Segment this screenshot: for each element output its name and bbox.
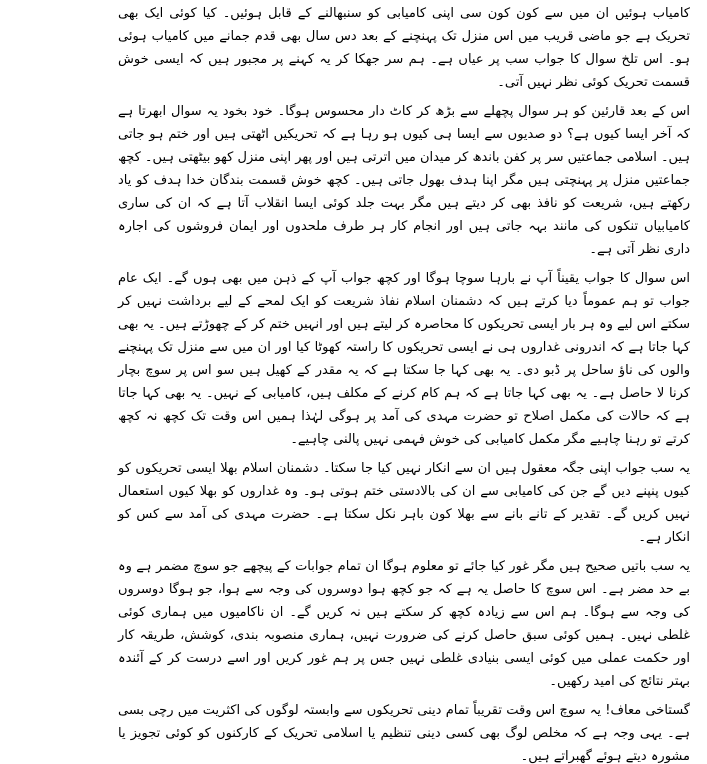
paragraph-1: کامیاب ہوئیں ان میں سے کون کون سی اپنی کامیابی کو سنبھالنے کے قابل ہوئیں۔ کیا کوئی ایک بھی تحریک ہے جو ماضی قریب میں اس منزل تک پہنچنے کے بعد دس سال بھی قدم جمانے میں کامیاب ہوئی ہو۔ اس تلخ سوال کا جواب سب پر عیاں ہے۔ ہم سر جھکا کر یہ کہنے پر مجبور ہیں کہ ایسی خوش قسمت تحریک کوئی نظر نہیں آتی۔ [118,6,690,90]
paragraph-3: اس سوال کا جواب یقیناً آپ نے بارہا سوچا ہوگا اور کچھ جواب آپ کے ذہن میں بھی ہوں گے۔ ایک عام جواب تو ہم عموماً دیا کرتے ہیں کہ دشمنان اسلام نفاذ شریعت کو ایک لمحے کے لیے برداشت نہیں کر سکتے اس لیے وہ ہر بار ایسی تحریکوں کا محاصرہ کر لیتے ہیں اور انہیں ختم کر کے چھوڑتے ہیں۔ یہ بھی کہا جاتا ہے کہ اندرونی غداروں ہی نے ایسی تحریکوں کا راستہ کھوٹا کیا اور ان میں سے منزل تک پہنچنے والوں کی ناؤ ساحل پر ڈبو دی۔ یہ بھی کہا جا سکتا ہے کہ یہ مقدر کے کھیل ہیں سو اس پر سوچ بچار کرنا لا حاصل ہے۔ یہ بھی کہا جاتا ہے کہ ہم کام کرنے کے مکلف ہیں، کامیابی کے نہیں۔ یہ بھی کہا جاتا ہے کہ حالات کی مکمل اصلاح تو حضرت مہدی کی آمد پر ہوگی لہٰذا ہمیں اس وقت تک کچھ نہ کچھ کرتے تو رہنا چاہیے مگر مکمل کامیابی کی خوش فہمی نہیں پالنی چاہیے۔ [118,271,690,447]
paragraph-5: یہ سب باتیں صحیح ہیں مگر غور کیا جائے تو معلوم ہوگا ان تمام جوابات کے پیچھے جو سوچ مضمر ہے وہ بے حد مضر ہے۔ اس سوچ کا حاصل یہ ہے کہ جو کچھ ہوا دوسروں کی وجہ سے ہوا، جو ہوگا دوسروں کی وجہ سے ہوگا۔ ہم اس سے زیادہ کچھ کر سکتے ہیں نہ کریں گے۔ ان ناکامیوں میں ہماری کوئی غلطی نہیں۔ ہمیں کوئی سبق حاصل کرنے کی ضرورت نہیں، ہماری منصوبہ بندی، کوشش، طریقہ کار اور حکمت عملی میں کوئی ایسی بنیادی غلطی نہیں جس پر ہم غور کریں اور اسے درست کر کے آئندہ بہتر نتائج کی امید رکھیں۔ [118,559,690,689]
paragraph-4: یہ سب جواب اپنی جگہ معقول ہیں ان سے انکار نہیں کیا جا سکتا۔ دشمنان اسلام بھلا ایسی تحریکوں کو کیوں پنپنے دیں گے جن کی کامیابی سے ان کی بالادستی ختم ہوتی ہو۔ وہ غداروں کو بھلا کیوں استعمال نہیں کریں گے۔ تقدیر کے تانے بانے سے بھلا کون باہر نکل سکتا ہے۔ حضرت مہدی کی آمد سے کس کو انکار ہے۔ [118,461,690,545]
paragraph-2: اس کے بعد قارئین کو ہر سوال پچھلے سے بڑھ کر کاٹ دار محسوس ہوگا۔ خود بخود یہ سوال ابھرتا ہے کہ آخر ایسا کیوں ہے؟ دو صدیوں سے ایسا ہی کیوں ہو رہا ہے کہ تحریکیں اٹھتی ہیں اور ختم ہو جاتی ہیں۔ اسلامی جماعتیں سر پر کفن باندھ کر میدان میں اترتی ہیں اور پھر اپنی منزل کھو بیٹھتی ہیں۔ کچھ جماعتیں منزل پر پہنچتی ہیں مگر اپنا ہدف بھول جاتی ہیں۔ کچھ خوش قسمت بندگان خدا ہدف کو یاد رکھتے ہیں، شریعت کو نافذ بھی کر دیتے ہیں مگر بہت جلد کوئی ایسا انقلاب آتا ہے کہ ان کی ساری کامیابیاں تنکوں کی مانند بہہ جاتی ہیں اور انجام کار ہر طرف ملحدوں اور ایمان فروشوں کی اجارہ داری نظر آتی ہے۔ [118,104,690,257]
paragraph-6: گستاخی معاف! یہ سوچ اس وقت تقریباً تمام دینی تحریکوں سے وابستہ لوگوں کی اکثریت میں رچی بسی ہے۔ یہی وجہ ہے کہ مخلص لوگ بھی کسی دینی تنظیم یا اسلامی تحریک کے کارکنوں کو کوئی تجویز یا مشورہ دیتے ہوئے گھبراتے ہیں۔ [118,703,690,764]
urdu-text-column [118,2,690,764]
